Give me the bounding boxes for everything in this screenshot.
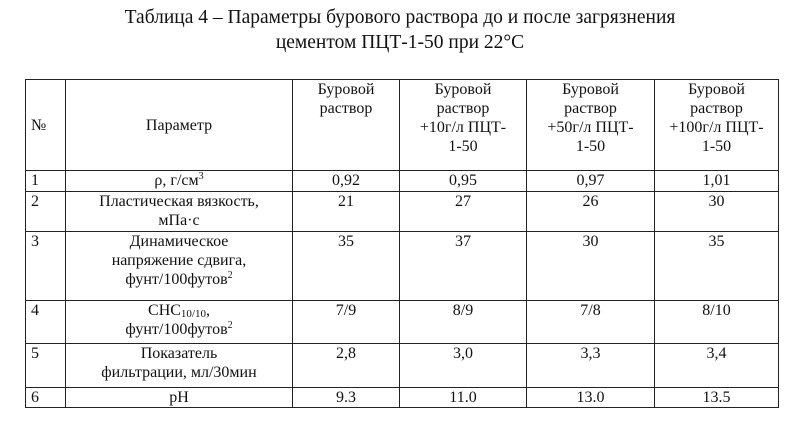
- row-parameter: pH: [66, 388, 293, 408]
- cell-value: 3,3: [527, 344, 655, 388]
- cell-value: 26: [527, 192, 655, 232]
- param-text: напряжение сдвига,: [111, 252, 247, 269]
- header-col-2-line: Буровой: [434, 81, 492, 98]
- param-text: фунт/100футов: [125, 321, 228, 338]
- caption-line-2: цементом ПЦТ-1-50 при 22°С: [275, 32, 525, 53]
- header-number: №: [26, 80, 66, 171]
- header-col-4-line: 1-50: [701, 138, 732, 155]
- caption-line-1: Таблица 4 – Параметры бурового раствора до и после загрязнения: [124, 7, 676, 28]
- header-col-4-line: раствор: [690, 100, 743, 117]
- param-text: Динамическое: [129, 233, 229, 250]
- header-col-2-line: 1-50: [448, 138, 478, 155]
- param-text: мПа·с: [158, 212, 200, 229]
- row-number: 3: [26, 232, 66, 301]
- table-row: [26, 344, 779, 388]
- row-parameter: [66, 192, 293, 232]
- table-header-row: [26, 80, 779, 171]
- table-row: [26, 171, 779, 192]
- header-col-3-line: раствор: [564, 100, 617, 117]
- cell-value: 0,92: [293, 171, 400, 192]
- param-superscript: 3: [198, 171, 204, 182]
- header-col-3-line: Буровой: [562, 81, 619, 98]
- row-parameter: [66, 301, 293, 344]
- cell-value: 0,95: [400, 171, 527, 192]
- cell-value: 13.0: [527, 388, 655, 408]
- parameters-table: [25, 79, 779, 408]
- cell-value: 37: [400, 232, 527, 301]
- header-col-1-line: Буровой: [317, 81, 375, 98]
- cell-value: 9.3: [293, 388, 400, 408]
- table-row: [26, 192, 779, 232]
- table-row: [26, 388, 779, 408]
- table-row: [26, 232, 779, 301]
- param-text: ρ, г/см: [154, 172, 199, 189]
- row-number: 2: [26, 192, 66, 232]
- cell-value: 2,8: [293, 344, 400, 388]
- param-text: ,: [205, 302, 210, 319]
- row-number: 1: [26, 171, 66, 192]
- header-col-2: [400, 80, 527, 171]
- cell-value: 1,01: [655, 171, 779, 192]
- header-col-3-line: +50г/л ПЦТ-: [547, 119, 634, 136]
- cell-value: 8/10: [655, 301, 779, 344]
- param-text: СНС: [148, 302, 181, 319]
- cell-value: 30: [655, 192, 779, 232]
- cell-value: 0,97: [527, 171, 655, 192]
- table-row: [26, 301, 779, 344]
- header-col-2-line: раствор: [436, 100, 490, 117]
- header-col-2-line: +10г/л ПЦТ-: [419, 119, 507, 136]
- header-col-4-line: Буровой: [688, 81, 745, 98]
- cell-value: 3,4: [655, 344, 779, 388]
- row-parameter: [66, 171, 293, 192]
- cell-value: 21: [293, 192, 400, 232]
- header-col-4-line: +100г/л ПЦТ-: [669, 119, 764, 136]
- cell-value: 7/9: [293, 301, 400, 344]
- cell-value: 30: [527, 232, 655, 301]
- row-parameter: [66, 232, 293, 301]
- header-col-3-line: 1-50: [575, 138, 606, 155]
- header-col-1: [293, 80, 400, 171]
- cell-value: 11.0: [400, 388, 527, 408]
- param-superscript: 2: [227, 320, 233, 331]
- cell-value: 27: [400, 192, 527, 232]
- row-number: 5: [26, 344, 66, 388]
- param-text: фунт/100футов: [125, 271, 228, 288]
- row-number: 6: [26, 388, 66, 408]
- cell-value: 3,0: [400, 344, 527, 388]
- header-col-1-line: раствор: [319, 100, 373, 117]
- param-text: Показатель: [140, 345, 218, 362]
- cell-value: 7/8: [527, 301, 655, 344]
- param-text: фильтрации, мл/30мин: [101, 364, 257, 381]
- table-caption: [0, 5, 800, 55]
- cell-value: 13.5: [655, 388, 779, 408]
- param-text: Пластическая вязкость,: [99, 193, 259, 210]
- param-subscript: 10/10: [180, 308, 206, 320]
- cell-value: 35: [655, 232, 779, 301]
- row-parameter: [66, 344, 293, 388]
- cell-value: 8/9: [400, 301, 527, 344]
- header-parameter: Параметр: [66, 80, 293, 171]
- header-col-4: [655, 80, 779, 171]
- row-number: 4: [26, 301, 66, 344]
- cell-value: 35: [293, 232, 400, 301]
- header-col-3: [527, 80, 655, 171]
- param-superscript: 2: [227, 270, 233, 281]
